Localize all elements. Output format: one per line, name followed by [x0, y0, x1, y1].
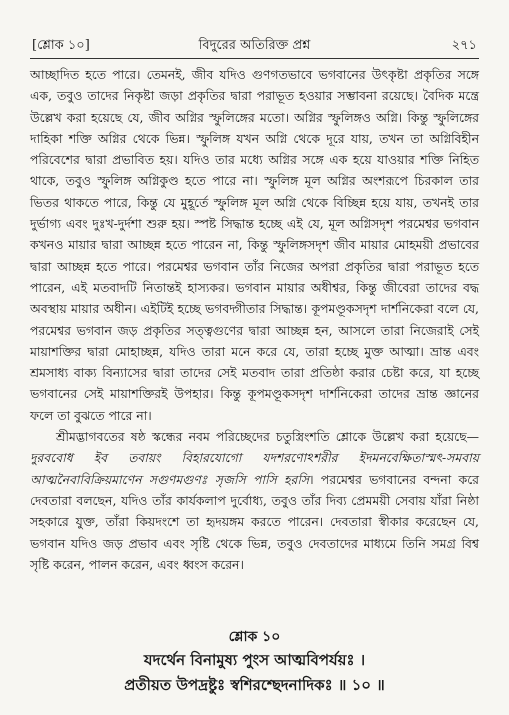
- header-page-number: ২৭১: [451, 38, 477, 53]
- page-header: [30, 36, 479, 58]
- sloka-block: [30, 626, 479, 698]
- paragraph-2: [30, 426, 479, 575]
- sloka-line-1: যদর্থেন বিনামুষ্য পুংস আত্মবিপর্যয়ঃ ।: [143, 651, 366, 669]
- sloka-line-2: প্রতীয়ত উপদ্রষ্টুঃ স্বশিরশ্ছেদনাদিকঃ ॥ ১০ ॥: [124, 676, 385, 694]
- purport-text: [30, 64, 479, 575]
- sloka-title: শ্লোক ১০: [228, 629, 281, 645]
- header-verse-ref: [শ্লোক ১০]: [32, 38, 90, 53]
- paragraph-2-rest: । পরমেশ্বর ভগবানের বন্দনা করে দেবতারা বলছেন, যদিও তাঁর কার্যকলাপ দুর্বোধ্য, তবুও তাঁর দিব্য প্রেমময়ী সেবায় যাঁরা নিষ্ঠা সহকারে যুক্ত, তাঁরা কিয়দংশে তা হৃদয়ঙ্গম করতে পারেন। দেবতারা স্বীকার করেছেন যে, ভগবান যদিও জড় প্রভাব এবং সৃষ্টি থেকে ভিন্ন, তবুও দেবতাদের মাধ্যমে তিনি সমগ্র বিশ্ব সৃষ্টি করেন, পালন করেন, এবং ধ্বংস করেন।: [30, 471, 479, 572]
- sanskrit-quote: দুরববোধ ইব তবায়ং বিহারযোগো যদশরণোঽশরীর ইদমনবেক্ষিতাস্মৎ-সমবায় আত্মনৈবাবিক্রিয়মাণেন সগুণমগুণঃ সৃজসি পাসি হরসি: [30, 450, 479, 487]
- paragraph-2-intro: শ্রীমদ্ভাগবতের ষষ্ঠ স্কন্ধের নবম পরিচ্ছেদের চতুস্ত্রিংশতি শ্লোকে উল্লেখ করা হয়েছে—: [56, 429, 479, 445]
- header-divider: [30, 58, 479, 59]
- header-chapter-title: বিদুরের অতিরিক্ত প্রশ্ন: [198, 38, 311, 53]
- paragraph-1: আচ্ছাদিত হতে পারে। তেমনই, জীব যদিও গুণগতভাবে ভগবানের উৎকৃষ্টা প্রকৃতির সঙ্গে এক, তবুও তাদের নিকৃষ্টা জড়া প্রকৃতির দ্বারা পরাভূত হওয়ার সম্ভাবনা রয়েছে। বৈদিক মন্ত্রে উল্লেখ করা হয়েছে যে, জীব অগ্নির স্ফুলিঙ্গের মতো। অগ্নির স্ফুলিঙ্গও অগ্নি। কিন্তু স্ফুলিঙ্গের দাহিকা শক্তি অগ্নির থেকে ভিন্ন। স্ফুলিঙ্গ যখন অগ্নি থেকে দূরে যায়, তখন তা অগ্নিবিহীন পরিবেশের দ্বারা প্রভাবিত হয়। যদিও তার মধ্যে অগ্নির সঙ্গে এক হয়ে যাওয়ার শক্তি নিহিত থাকে, তবুও স্ফুলিঙ্গ অগ্নিকুণ্ড হতে পারে না। স্ফুলিঙ্গ মূল অগ্নির অংশরূপে চিরকাল তার ভিতর থাকতে পারে, কিন্তু যে মুহূর্তে স্ফুলিঙ্গ মূল অগ্নি থেকে বিচ্ছিন্ন হয়ে যায়, তখনই তার দুর্ভাগ্য এবং দুঃখ-দুর্দশা শুরু হয়। স্পষ্ট সিদ্ধান্ত হচ্ছে এই যে, মূল অগ্নিসদৃশ পরমেশ্বর ভগবান কখনও মায়ার দ্বারা আচ্ছন্ন হতে পারেন না, কিন্তু স্ফুলিঙ্গসদৃশ জীব মায়ার মোহময়ী প্রভাবের দ্বারা আচ্ছন্ন হতে পারে। পরমেশ্বর ভগবান তাঁর নিজের অপরা প্রকৃতির দ্বারা পরাভূত হতে পারেন, এই মতবাদটি নিতান্তই হাস্যকর। ভগবান মায়ার অধীশ্বর, কিন্তু জীবেরা তাদের বদ্ধ অবস্থায় মায়ার অধীন। এইটিই হচ্ছে ভগবদ্গীতার সিদ্ধান্ত। কূপমণ্ডূকসদৃশ দার্শনিকেরা বলে যে, পরমেশ্বর ভগবান জড় প্রকৃতির সত্ত্বগুণের দ্বারা আচ্ছন্ন হন, আসলে তারা নিজেরাই সেই মায়াশক্তির দ্বারা মোহাচ্ছন্ন, যদিও তারা মনে করে যে, তারা হচ্ছে মুক্ত আত্মা। ভ্রান্ত এবং শ্রমসাধ্য বাক্য বিন্যাসের দ্বারা তাদের সেই মতবাদ তারা প্রতিষ্ঠা করার চেষ্টা করে, যা হচ্ছে ভগবানের সেই মায়াশক্তিরই উপহার। কিন্তু কূপমণ্ডূকসদৃশ দার্শনিকেরা তাদের ভ্রান্ত জ্ঞানের ফলে তা বুঝতে পারে না।: [30, 67, 479, 423]
